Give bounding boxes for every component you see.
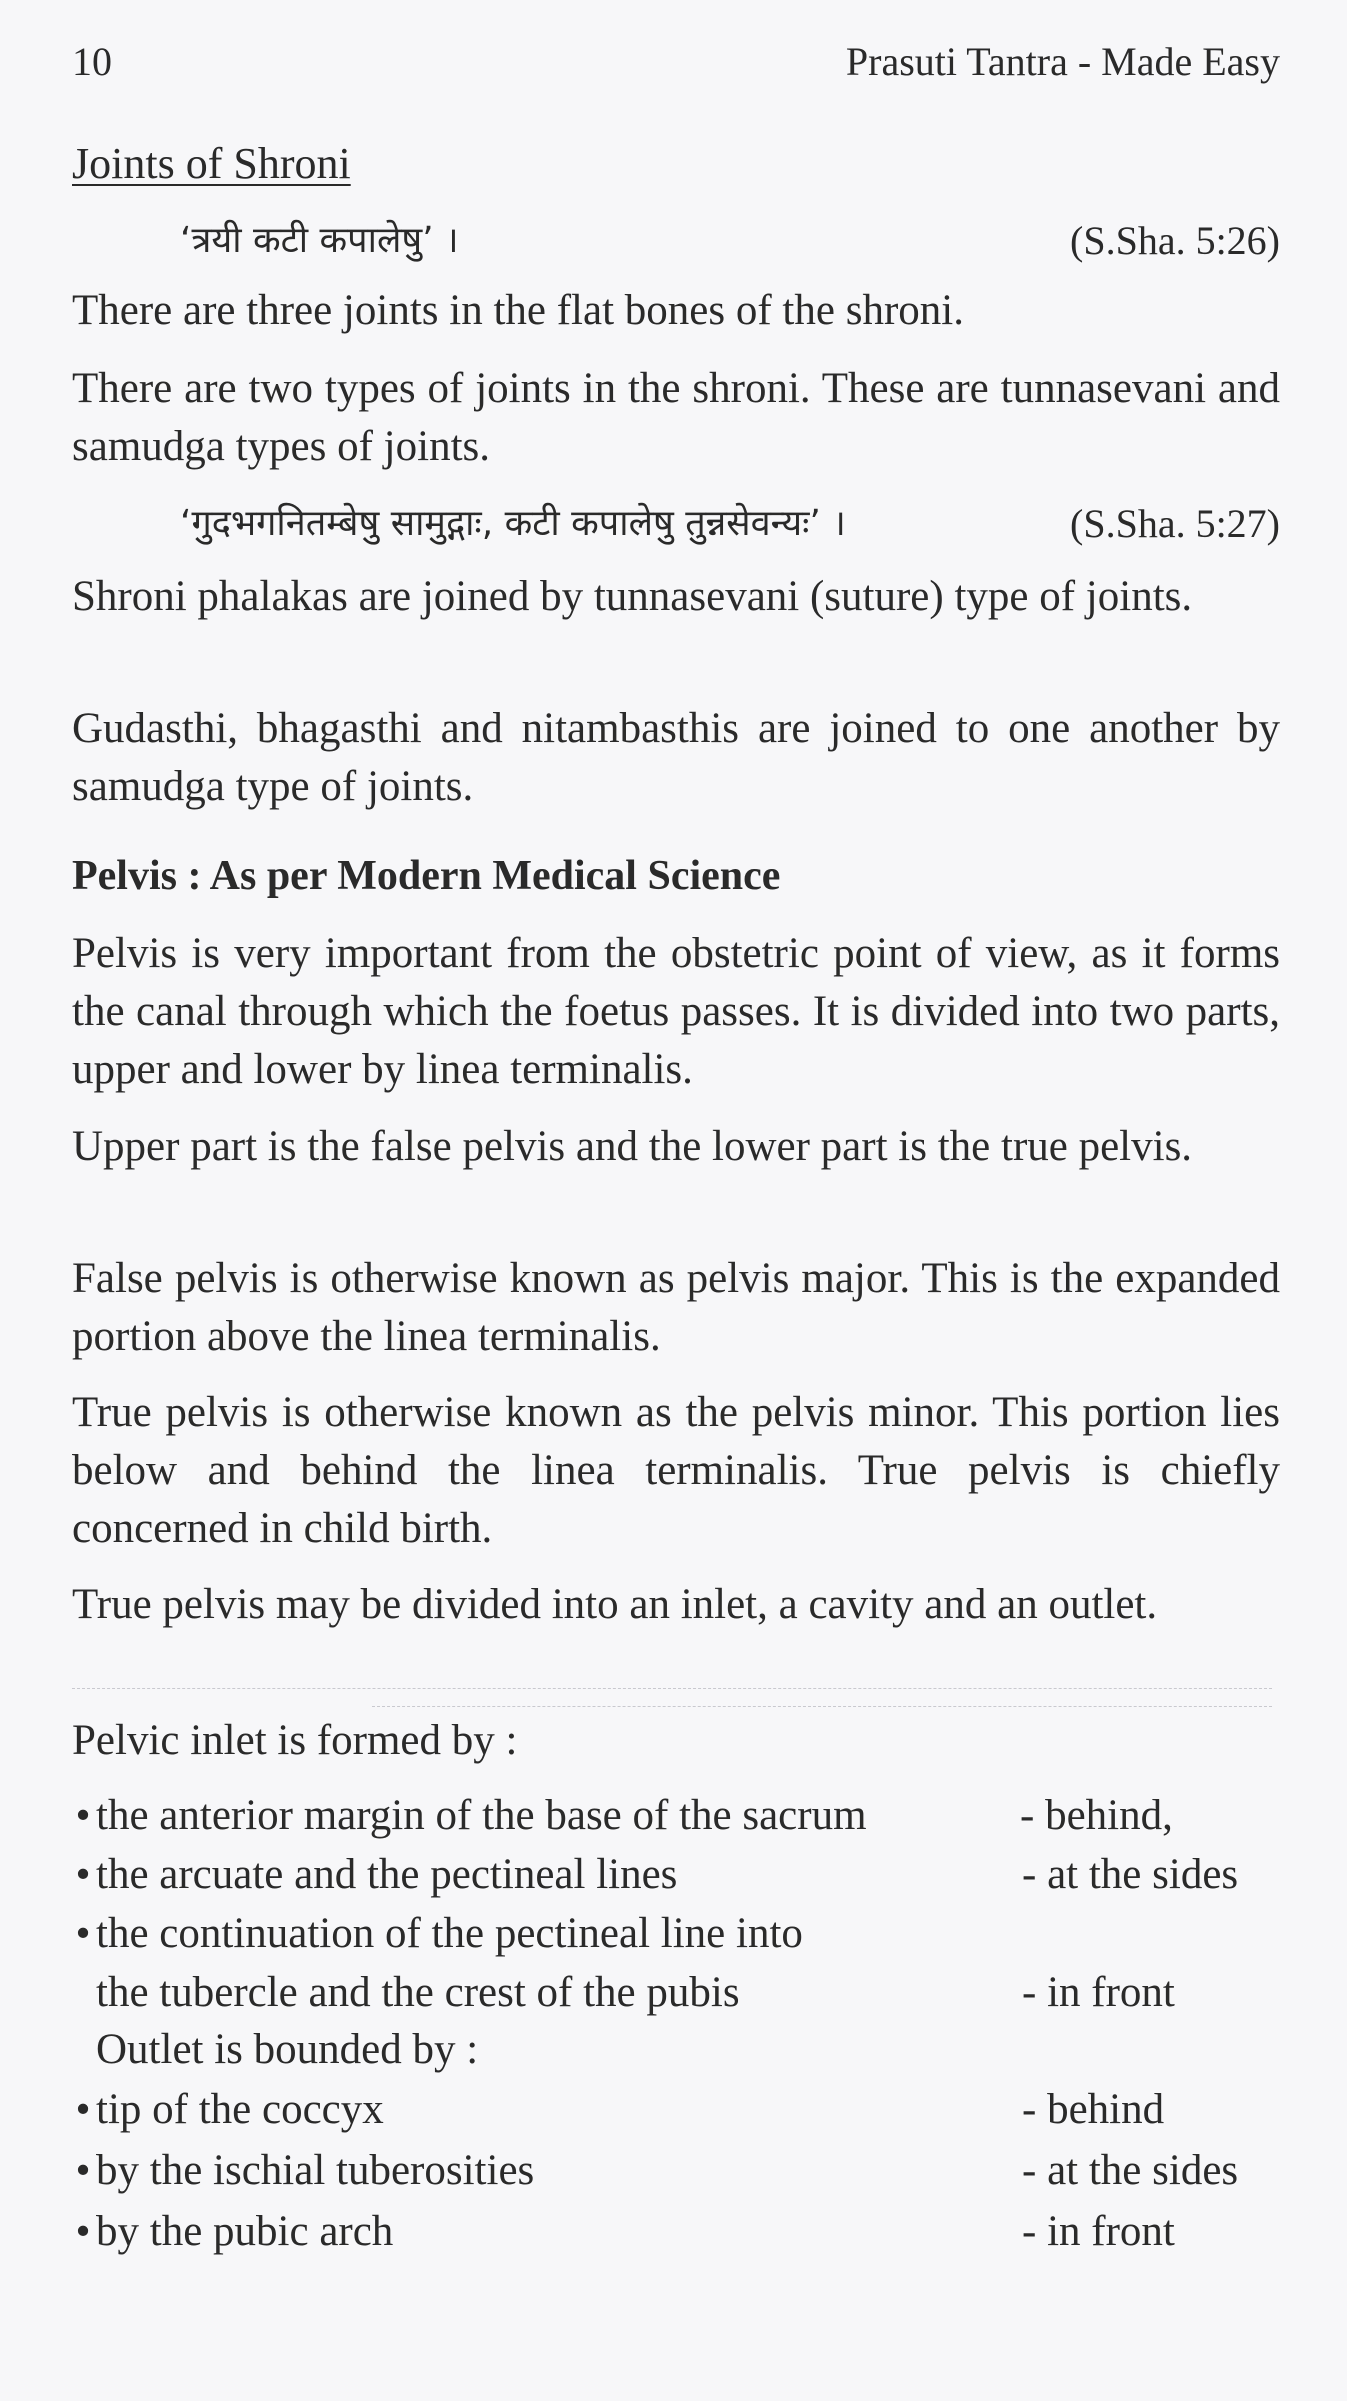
item-position: - in front (1022, 1969, 1175, 2016)
sanskrit-quote-1 (72, 212, 1280, 270)
paragraph: Pelvis is very important from the obstetric point of view, as it forms the canal through which the foetus passes. It is divided into two parts, upper and lower by linea terminalis. (72, 930, 1280, 1093)
paragraph: There are three joints in the flat bones of the shroni. (72, 287, 964, 334)
inlet-intro: Pelvic inlet is formed by : (72, 1717, 518, 1764)
list-item (72, 1786, 1280, 1846)
quote-reference: (S.Sha. 5:27) (1070, 501, 1280, 546)
paragraph: Upper part is the false pelvis and the lower part is the true pelvis. (72, 1123, 1193, 1170)
list-item (72, 1963, 1280, 2023)
page-number: 10 (72, 39, 112, 84)
outlet-intro: Outlet is bounded by : (96, 2026, 479, 2073)
section-heading-pelvis: Pelvis : As per Modern Medical Science (72, 853, 781, 899)
paragraph: True pelvis may be divided into an inlet, a cavity and an outlet. (72, 1581, 1158, 1628)
section-heading-joints: Joints of Shroni (72, 139, 351, 188)
item-text: tip of the coccyx (96, 2086, 384, 2133)
paragraph: True pelvis is otherwise known as the pelvis minor. This portion lies below and behind the linea terminalis. True pelvis is chiefly concerned in child birth. (72, 1389, 1280, 1552)
running-title: Prasuti Tantra - Made Easy (845, 39, 1280, 84)
bullet: • (75, 1792, 91, 1839)
quote-text: ‘त्रयी कटी कपालेषु’ । (180, 220, 459, 261)
list-item (72, 2141, 1280, 2201)
paragraph: Shroni phalakas are joined by tunnasevani (suture) type of joints. (72, 573, 1193, 620)
item-text: the anterior margin of the base of the sacrum (96, 1792, 867, 1839)
item-position: - behind (1022, 2086, 1165, 2133)
list-item (72, 1845, 1280, 1905)
item-text: the continuation of the pectineal line into (96, 1910, 803, 1957)
bullet: • (75, 2208, 91, 2255)
item-position: - behind, (1020, 1792, 1173, 1839)
item-text: the tubercle and the crest of the pubis (96, 1969, 740, 2016)
item-position: - at the sides (1022, 1851, 1239, 1898)
item-position: - at the sides (1022, 2147, 1239, 2194)
outlet-intro-row (72, 2020, 1280, 2080)
book-page (72, 0, 1280, 2401)
item-position: - in front (1022, 2208, 1175, 2255)
item-text: by the pubic arch (96, 2208, 394, 2255)
quote-reference: (S.Sha. 5:26) (1070, 218, 1280, 263)
scan-artifact-line (372, 1706, 1272, 1707)
quote-text: ‘गुदभगनितम्बेषु सामुद्गाः, कटी कपालेषु तुन्नसेवन्यः’ । (180, 503, 846, 544)
paragraph: There are two types of joints in the shroni. These are tunnasevani and samudga types of joints. (72, 365, 1280, 470)
scan-artifact-line (72, 1688, 1272, 1689)
bullet: • (75, 2147, 91, 2194)
list-item (72, 2202, 1280, 2262)
item-text: by the ischial tuberosities (96, 2147, 535, 2194)
list-item (72, 1904, 1280, 1964)
bullet: • (75, 1910, 91, 1957)
page-header (72, 34, 1280, 90)
item-text: the arcuate and the pectineal lines (96, 1851, 678, 1898)
paragraph: Gudasthi, bhagasthi and nitambasthis are joined to one another by samudga type of joints. (72, 705, 1280, 810)
list-item (72, 2080, 1280, 2140)
sanskrit-quote-2 (72, 495, 1280, 553)
paragraph: False pelvis is otherwise known as pelvis major. This is the expanded portion above the linea terminalis. (72, 1255, 1280, 1360)
bullet: • (75, 2086, 91, 2133)
bullet: • (75, 1851, 91, 1898)
